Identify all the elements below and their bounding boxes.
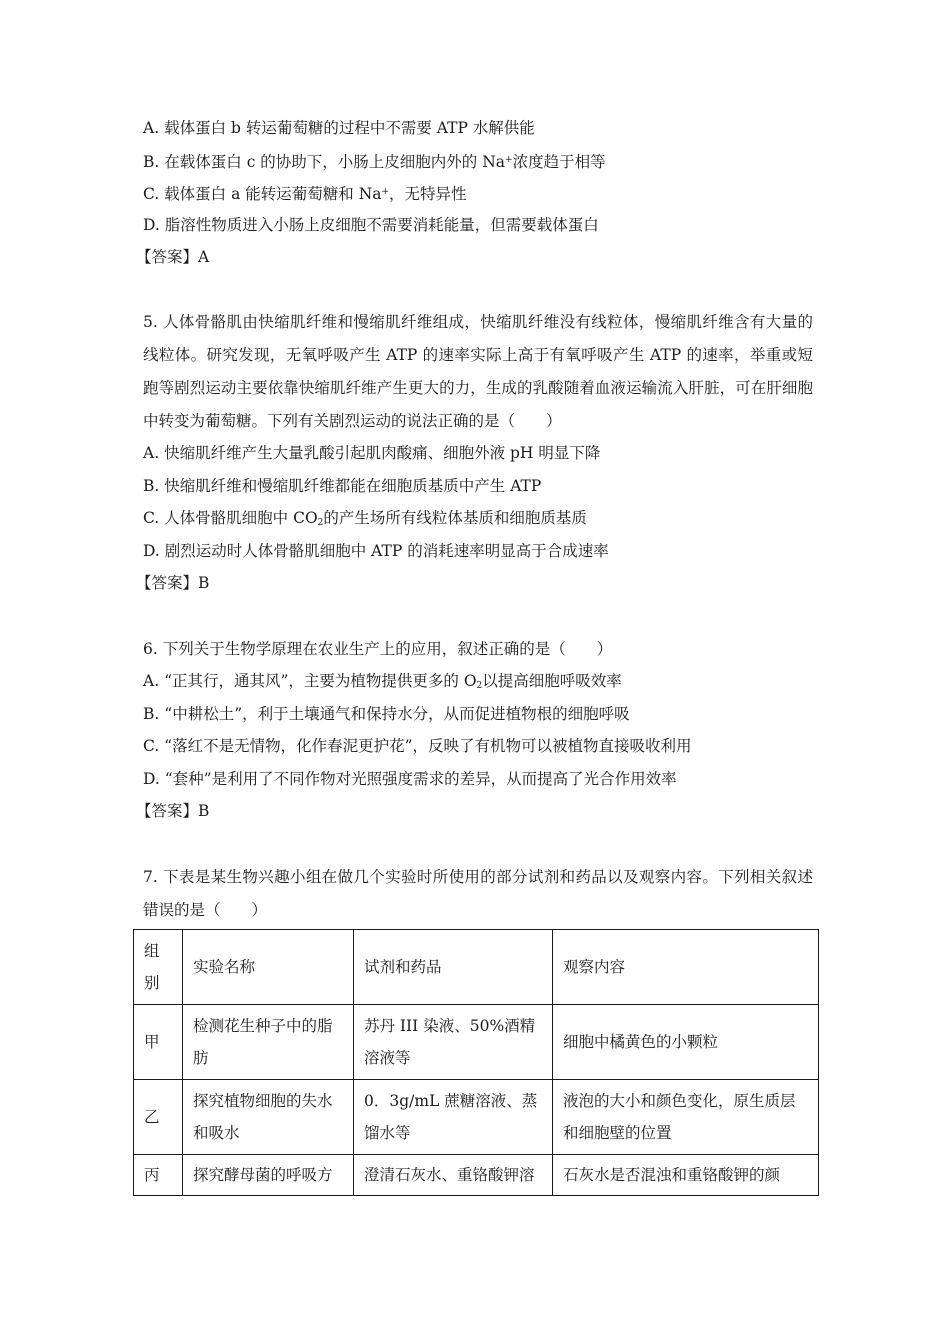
option-label: A.	[143, 444, 160, 462]
superscript: +	[505, 155, 513, 165]
table-cell: 探究植物细胞的失水和吸水	[183, 1080, 354, 1155]
q4-option-b	[143, 150, 606, 172]
option-text: 剧烈运动时人体骨骼肌细胞中 ATP 的消耗速率明显高于合成速率	[164, 542, 609, 560]
subscript: 2	[476, 681, 483, 691]
subscript: 2	[317, 518, 324, 528]
option-label: A.	[143, 672, 160, 690]
q5-option-d	[143, 541, 609, 561]
option-text: 浓度趋于相等	[512, 153, 606, 171]
q4-option-a	[143, 118, 535, 138]
option-text: 载体蛋白 b 转运葡萄糖的过程中不需要 ATP 水解供能	[164, 119, 535, 137]
q4-answer: 【答案】A	[136, 248, 210, 266]
option-text: 快缩肌纤维和慢缩肌纤维都能在细胞质基质中产生 ATP	[164, 477, 542, 495]
option-label: C.	[143, 509, 160, 527]
q6-option-d	[143, 769, 677, 789]
q5-option-c	[143, 508, 587, 533]
option-label: D.	[143, 770, 160, 788]
q6-option-a	[143, 671, 622, 696]
option-label: D.	[143, 216, 160, 234]
option-text: 快缩肌纤维产生大量乳酸引起肌肉酸痛、细胞外液 pH 明显下降	[164, 444, 601, 462]
table-cell: 检测花生种子中的脂肪	[183, 1005, 354, 1080]
option-label: B.	[143, 153, 160, 171]
table-cell: 液泡的大小和颜色变化，原生质层和细胞壁的位置	[553, 1080, 819, 1155]
q6-option-b	[143, 704, 630, 724]
table-cell: 苏丹 III 染液、50%酒精溶液等	[354, 1005, 553, 1080]
option-text: “落红不是无情物，化作春泥更护花”，反映了有机物可以被植物直接吸收利用	[164, 737, 692, 755]
table-header-cell: 试剂和药品	[354, 930, 553, 1005]
table-header-cell: 组别	[134, 930, 183, 1005]
q6-option-c	[143, 736, 692, 756]
table-cell: 细胞中橘黄色的小颗粒	[553, 1005, 819, 1080]
table-header-cell: 观察内容	[553, 930, 819, 1005]
superscript: +	[381, 187, 390, 197]
option-label: C.	[143, 737, 160, 755]
experiment-table	[133, 929, 819, 1196]
table-row	[134, 1005, 819, 1080]
option-label: A.	[143, 119, 160, 137]
q7-stem: 7. 下表是某生物兴趣小组在做几个实验时所使用的部分试剂和药品以及观察内容。下列相关叙述错误的是（ ）	[143, 868, 813, 919]
option-label: B.	[143, 477, 160, 495]
q6-answer: 【答案】B	[136, 802, 210, 820]
option-label: B.	[143, 705, 160, 723]
q4-option-c	[143, 182, 467, 204]
table-cell: 丙	[134, 1155, 183, 1196]
q4-option-d	[143, 215, 599, 235]
table-cell: 甲	[134, 1005, 183, 1080]
table-cell: 乙	[134, 1080, 183, 1155]
option-label: C.	[143, 185, 160, 203]
option-text: 以提高细胞呼吸效率	[482, 672, 622, 690]
option-text: 人体骨骼肌细胞中 CO	[164, 509, 318, 527]
table-cell: 探究酵母菌的呼吸方	[183, 1155, 354, 1196]
option-text: 脂溶性物质进入小肠上皮细胞不需要消耗能量，但需要载体蛋白	[164, 216, 599, 234]
q6-stem: 6. 下列关于生物学原理在农业生产上的应用，叙述正确的是（ ）	[143, 640, 613, 658]
option-text: 载体蛋白 a 能转运葡萄糖和 Na	[164, 185, 382, 203]
option-label: D.	[143, 542, 160, 560]
table-row	[134, 1155, 819, 1196]
table-header-cell: 实验名称	[183, 930, 354, 1005]
table-header-row	[134, 930, 819, 1005]
table-cell: 石灰水是否混浊和重铬酸钾的颜	[553, 1155, 819, 1196]
option-text: “中耕松土”，利于土壤通气和保持水分，从而促进植物根的细胞呼吸	[164, 705, 630, 723]
q5-stem: 5. 人体骨骼肌由快缩肌纤维和慢缩肌纤维组成，快缩肌纤维没有线粒体，慢缩肌纤维含有大量的线粒体。研究发现，无氧呼吸产生 ATP 的速率实际上高于有氧呼吸产生 ATP 的速率，举重或短跑等剧烈运动主要依靠快缩肌纤维产生更大的力，生成的乳酸随着血液运输流入肝脏，可在肝细胞中转变为葡萄糖。下列有关剧烈运动的说法正确的是（ ）	[143, 313, 813, 430]
q5-option-b	[143, 476, 541, 496]
option-text: ，无特异性	[389, 185, 467, 203]
table-cell: 0．3g/mL 蔗糖溶液、蒸馏水等	[354, 1080, 553, 1155]
table-cell: 澄清石灰水、重铬酸钾溶	[354, 1155, 553, 1196]
option-text: 的产生场所有线粒体基质和细胞质基质	[323, 509, 587, 527]
q5-option-a	[143, 443, 600, 463]
option-text: “套种”是利用了不同作物对光照强度需求的差异，从而提高了光合作用效率	[164, 770, 677, 788]
option-text: 在载体蛋白 c 的协助下，小肠上皮细胞内外的 Na	[164, 153, 506, 171]
table-row	[134, 1080, 819, 1155]
option-text: “正其行，通其风”，主要为植物提供更多的 O	[164, 672, 477, 690]
q5-answer: 【答案】B	[136, 574, 210, 592]
